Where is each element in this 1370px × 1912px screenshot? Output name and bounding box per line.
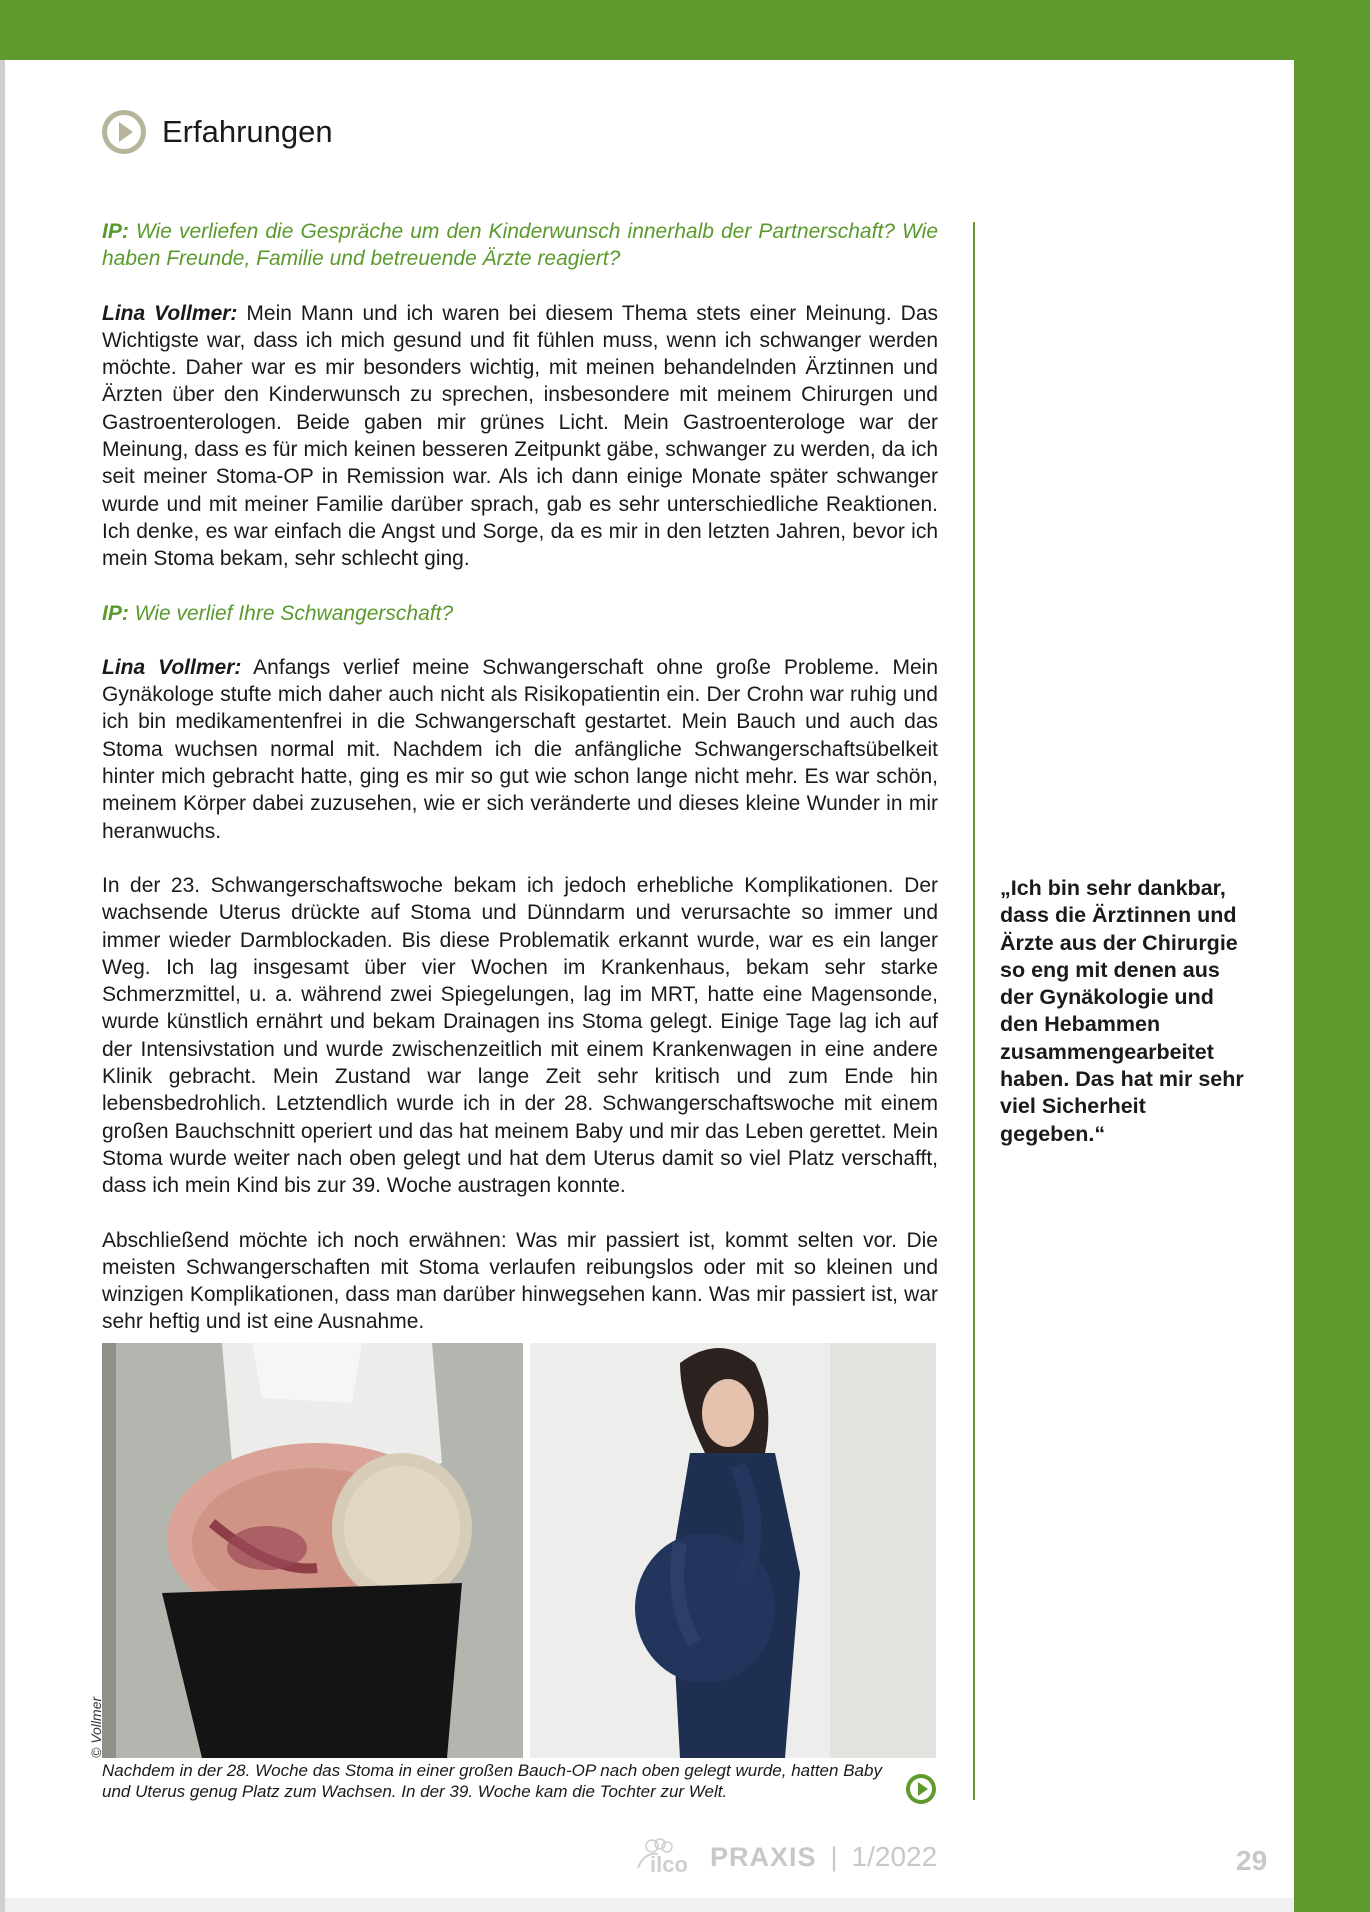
next-page-icon[interactable]	[905, 1773, 937, 1805]
question-label: IP:	[102, 601, 129, 625]
footer-brand: PRAXIS	[710, 1841, 817, 1872]
photo-pregnant-woman	[530, 1343, 936, 1758]
figure-caption: Nachdem in der 28. Woche das Stoma in einer großen Bauch-OP nach oben gelegt wurde, hatten Baby und Uterus genug Platz zum Wachsen. In der 39. Woche kam die Tochter zur Welt.	[102, 1761, 882, 1801]
svg-text:ilco: ilco	[650, 1852, 688, 1876]
page-edge-shadow	[0, 0, 5, 1912]
paragraph-complications: In der 23. Schwangerschaftswoche bekam ich jedoch erhebliche Komplikationen. Der wachsende Uterus drückte auf Stoma und Dünndarm und verursachte so immer und immer wieder Darmblockaden. Bis diese Problematik erkannt wurde, war es ein langer Weg. Ich lag insgesamt über vier Wochen im Krankenhaus, bekam sehr starke Schmerzmittel, u. a. während zwei Spiegelungen, lag im MRT, hatte eine Magensonde, wurde künstlich ernährt und bekam Drainagen ins Stoma gelegt. Einige Tage lag ich auf der Intensivstation und wurde zwischenzeitlich mit einem Krankenwagen in eine andere Klinik gebracht. Mein Zustand war lange Zeit sehr kritisch und zum Ende hin lebensbedrohlich. Letztendlich wurde ich in der 28. Schwangerschaftswoche mit einem großen Bauchschnitt operiert und das hat meinem Baby und mir das Leben gerettet. Mein Stoma wurde weiter nach oben gelegt und hat dem Uterus damit so viel Platz verschafft, dass ich mein Kind bis zur 39. Woche austragen konnte.	[102, 873, 938, 1198]
top-green-band	[0, 0, 1370, 60]
footer-issue: 1/2022	[851, 1841, 938, 1872]
answer-1	[102, 300, 938, 573]
page-number: 29	[1236, 1845, 1268, 1876]
speaker-name: Lina Vollmer:	[102, 301, 238, 325]
question-label: IP:	[102, 220, 129, 243]
play-icon	[100, 108, 148, 156]
right-green-band	[1294, 0, 1370, 1912]
photo-surgery-scar	[102, 1343, 523, 1758]
answer-text: Anfangs verlief meine Schwangerschaft ohne große Probleme. Mein Gynäkologe stufte mich daher auch nicht als Risikopatientin ein. Der Crohn war ruhig und ich bin medikamentenfrei in die Schwangerschaft gestartet. Mein Bauch und auch das Stoma wuchsen normal mit. Nachdem ich die anfängliche Schwangerschaftsübelkeit hinter mich gebracht hatte, ging es mir so gut wie schon lange nicht mehr. Es war schön, meinem Körper dabei zuzusehen, wie er sich veränderte und dieses kleine Wunder in mir heranwuchs.	[102, 655, 938, 843]
pull-quote: „Ich bin sehr dankbar, dass die Ärztinnen und Ärzte aus der Chirurgie so eng mit denen aus der Gynäkologie und den Hebammen zusammengearbeitet haben. Das hat mir sehr viel Sicherheit gegeben.“	[1000, 876, 1244, 1146]
column-divider	[973, 222, 975, 1800]
question-text: Wie verlief Ihre Schwangerschaft?	[128, 601, 454, 625]
answer-2	[102, 654, 938, 845]
bottom-strip	[5, 1898, 1294, 1912]
footer	[634, 1838, 937, 1876]
section-header	[100, 108, 333, 156]
paragraph-conclusion: Abschließend möchte ich noch erwähnen: Was mir passiert ist, kommt selten vor. Die meisten Schwangerschaften mit Stoma verlaufen reibungslos oder mit so kleinen und winzigen Komplikationen, dass man darüber hinwegsehen kann. Was mir passiert ist, war sehr heftig und ist eine Ausnahme.	[102, 1228, 938, 1334]
photo-credit: © Vollmer	[88, 1696, 104, 1758]
section-title: Erfahrungen	[162, 114, 333, 149]
question-2	[102, 600, 938, 627]
ilco-logo	[634, 1838, 706, 1876]
question-text: Wie verliefen die Gespräche um den Kinderwunsch innerhalb der Partnerschaft? Wie haben Freunde, Familie und betreuende Ärzte reagiert?	[102, 220, 938, 271]
speaker-name: Lina Vollmer:	[102, 655, 242, 679]
question-1	[102, 218, 938, 273]
footer-separator: |	[830, 1841, 838, 1872]
answer-text: Mein Mann und ich waren bei diesem Thema stets einer Meinung. Das Wichtigste war, dass ich mich gesund und fit fühlen muss, wenn ich schwanger werden möchte. Daher war es mir besonders wichtig, mit meinen behandelnden Ärztinnen und Ärzten über den Kinderwunsch zu sprechen, insbesondere mit meinem Chirurgen und Gastroenterologen. Beide gaben mir grünes Licht. Mein Gastroenterologe war der Meinung, dass es für mich keinen besseren Zeitpunkt gäbe, schwanger zu werden, da ich seit meiner Stoma-OP in Remission war. Als ich dann einige Monate später schwanger wurde und mit meiner Familie darüber sprach, gab es sehr unterschiedliche Reaktionen. Ich denke, es war einfach die Angst und Sorge, da es mir in den letzten Jahren, bevor ich mein Stoma bekam, sehr schlecht ging.	[102, 301, 939, 571]
article-column	[102, 218, 938, 1336]
